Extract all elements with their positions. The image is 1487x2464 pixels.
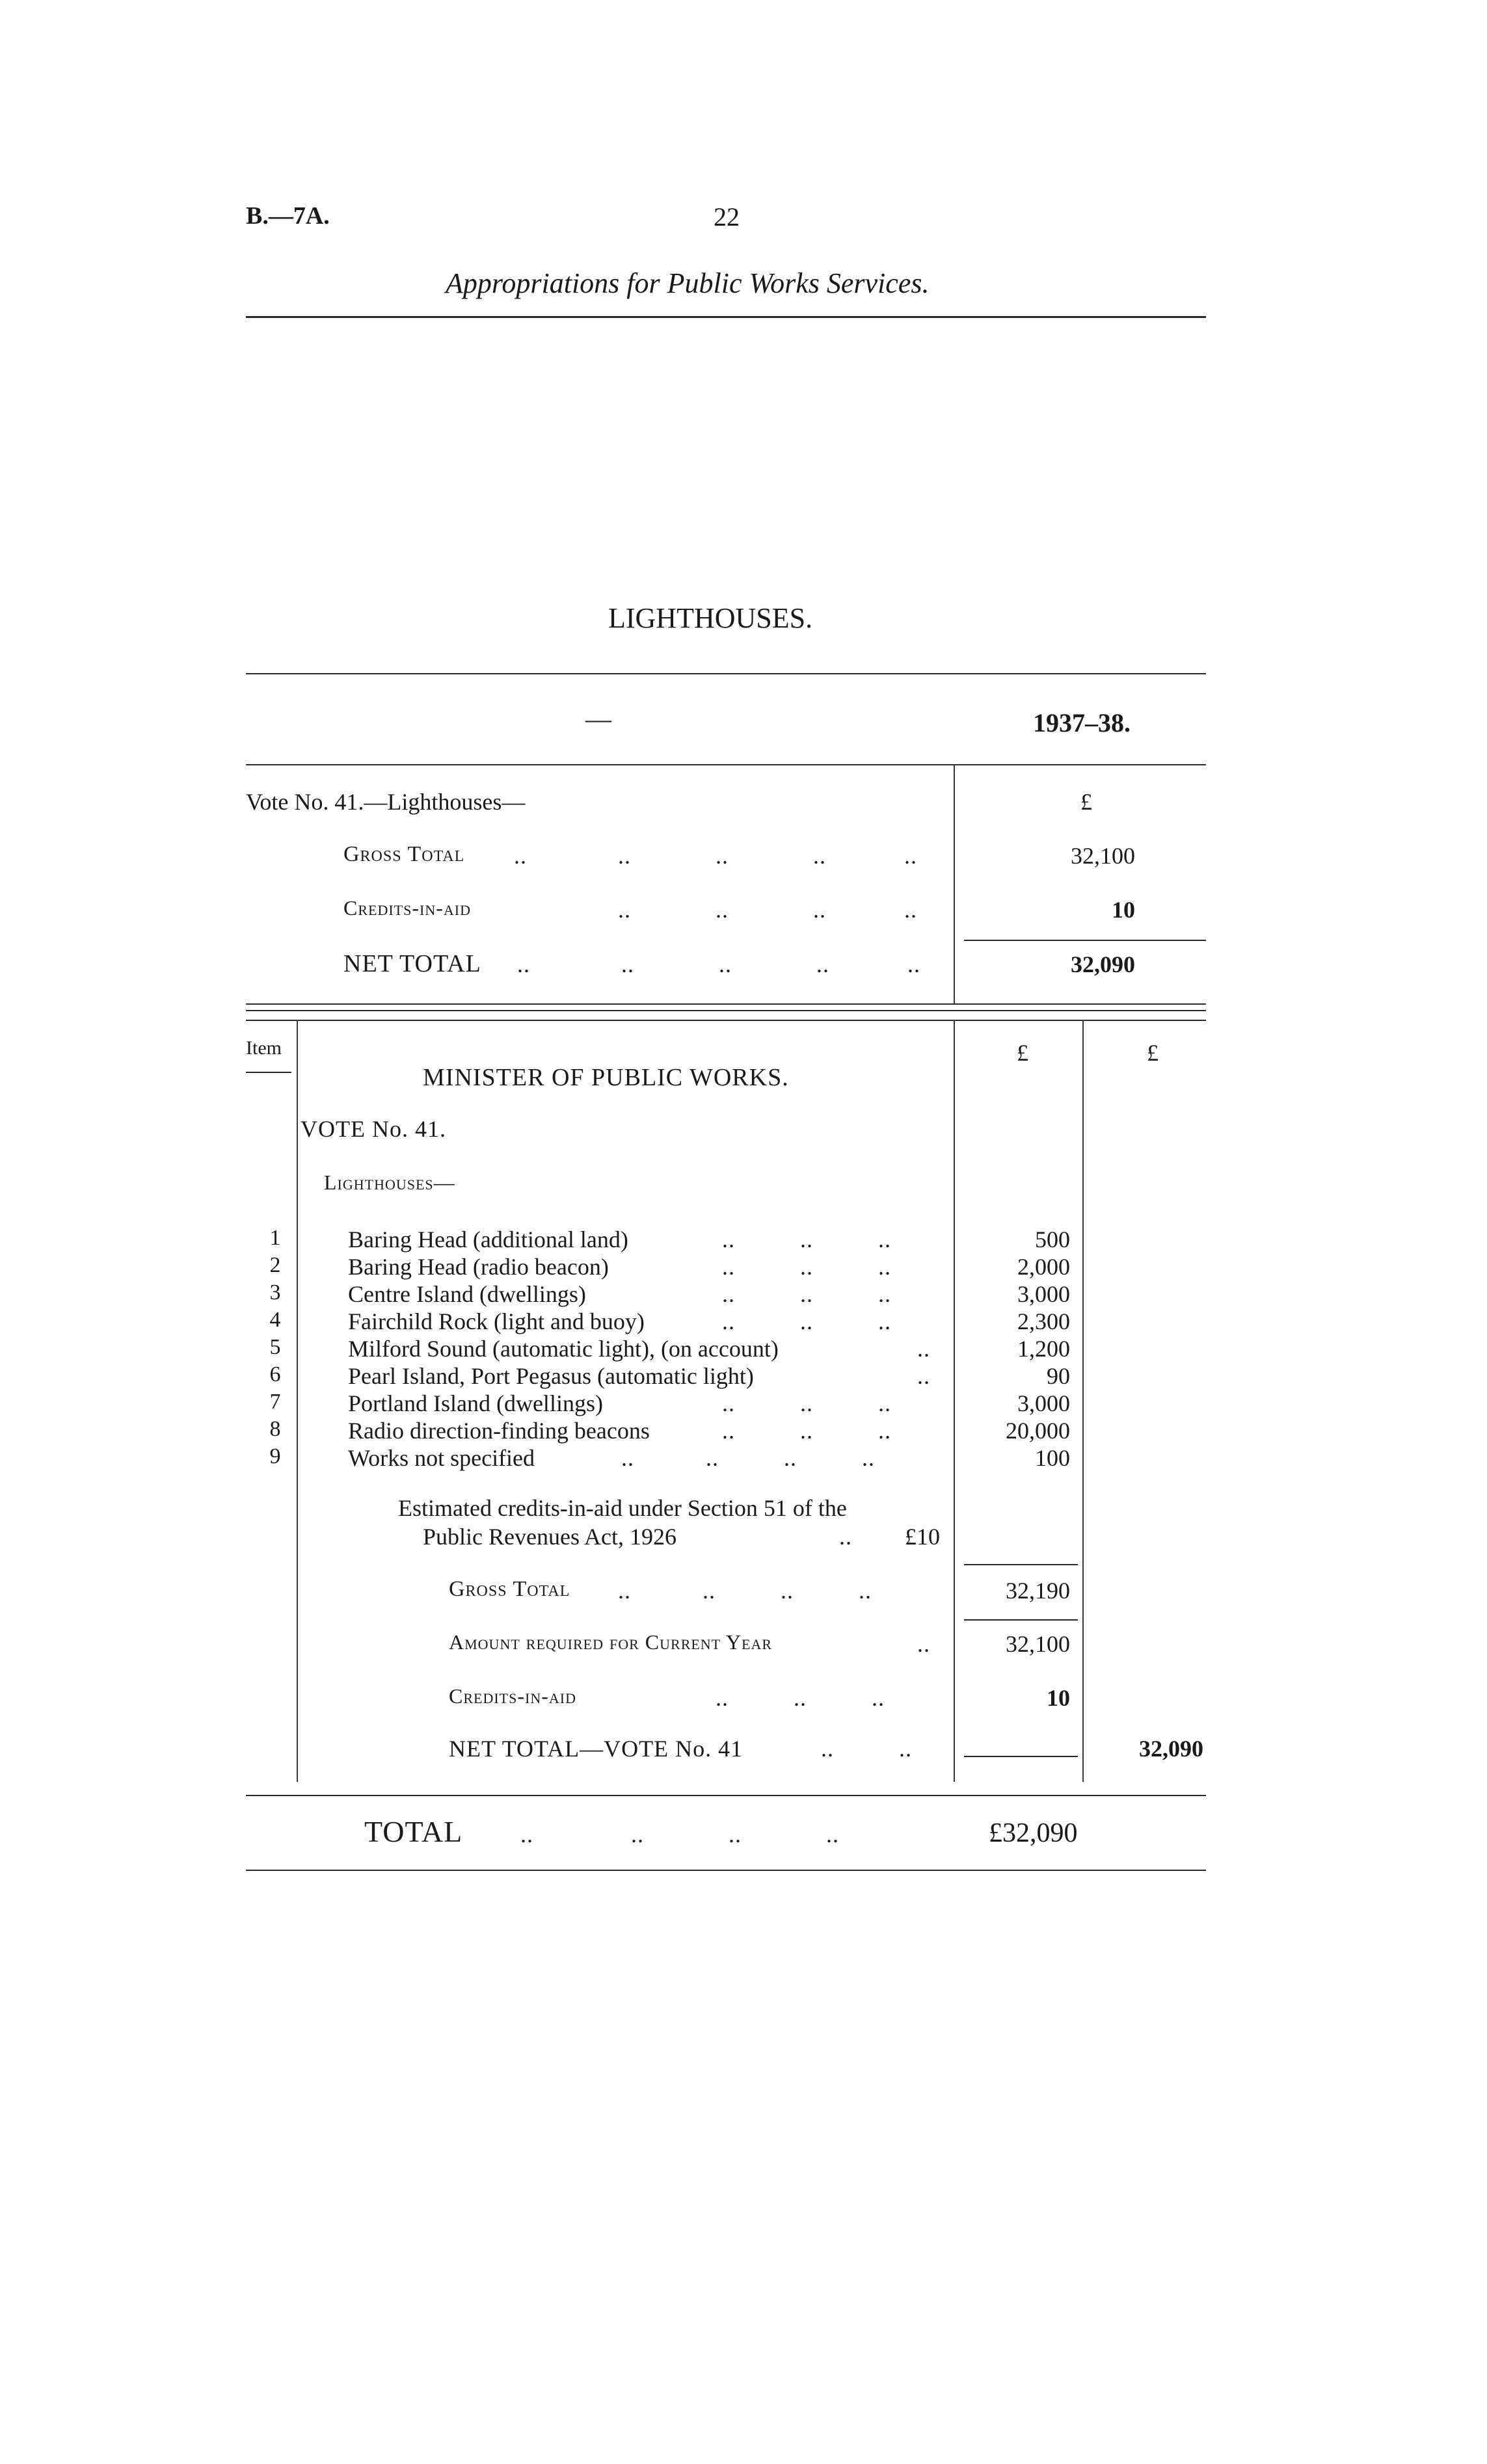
- item-description: Centre Island (dwellings): [348, 1281, 586, 1307]
- item-amount: 90: [1047, 1363, 1070, 1389]
- item-amount: 3,000: [1017, 1281, 1070, 1307]
- item-amount: 2,300: [1017, 1308, 1070, 1334]
- item-leaders: .. .. .. ..: [621, 1445, 875, 1471]
- summary-leaders-1: .. .. .. .. ..: [514, 843, 917, 869]
- detail-gross-total-value: 32,190: [1006, 1578, 1070, 1604]
- item-description: Works not specified: [348, 1445, 535, 1471]
- item-description: Portland Island (dwellings): [348, 1390, 603, 1416]
- item-leaders: .. .. ..: [722, 1226, 891, 1252]
- minister-heading: MINISTER OF PUBLIC WORKS.: [423, 1064, 789, 1091]
- item-heading-rule: [246, 1072, 291, 1073]
- item-number: 1: [269, 1226, 281, 1250]
- grand-total-leaders: .. .. .. ..: [520, 1822, 839, 1848]
- item-amount: 2,000: [1017, 1254, 1070, 1280]
- summary-first-col-heading: —: [585, 704, 611, 734]
- item-description: Fairchild Rock (light and buoy): [348, 1308, 645, 1334]
- item-leaders: .. .. ..: [722, 1281, 891, 1307]
- estimate-note-line2: Public Revenues Act, 1926: [423, 1524, 677, 1550]
- detail-currency-1: £: [1017, 1040, 1028, 1066]
- item-number: 4: [269, 1308, 281, 1332]
- item-amount: 500: [1035, 1226, 1070, 1252]
- item-leaders: ..: [917, 1336, 930, 1362]
- detail-bottom-rule: [246, 1795, 1206, 1796]
- summary-net-total-value: 32,090: [1071, 951, 1135, 977]
- item-number: 3: [269, 1280, 281, 1305]
- summary-credits-label: Credits-in-aid: [343, 896, 471, 920]
- header-rule: [246, 316, 1206, 318]
- amount-required-value: 32,100: [1006, 1631, 1070, 1657]
- item-heading: Item: [246, 1037, 282, 1059]
- item-amount: 1,200: [1017, 1336, 1070, 1362]
- amount-required-label: Amount required for Current Year: [449, 1630, 773, 1654]
- summary-leaders-3: .. .. .. .. ..: [517, 951, 920, 977]
- detail-credits-label: Credits-in-aid: [449, 1684, 576, 1708]
- item-leaders: .. .. ..: [722, 1390, 891, 1416]
- item-number: 9: [269, 1444, 281, 1468]
- item-description: Pearl Island, Port Pegasus (automatic light): [348, 1363, 754, 1389]
- grand-total-value: £32,090: [989, 1818, 1078, 1848]
- item-number: 6: [269, 1362, 281, 1386]
- vote-heading: VOTE No. 41.: [301, 1116, 446, 1142]
- item-amount: 20,000: [1006, 1418, 1070, 1444]
- item-description: Baring Head (additional land): [348, 1226, 628, 1252]
- summary-credits-value: 10: [1112, 897, 1135, 923]
- summary-leaders-2: .. .. .. ..: [618, 897, 917, 923]
- document-code: B.—7A.: [246, 202, 330, 230]
- grand-total-rule: [246, 1870, 1206, 1871]
- net-total-rule: [964, 1756, 1078, 1757]
- detail-top-rule: [246, 1020, 1206, 1021]
- item-description: Radio direction-finding beacons: [348, 1418, 650, 1444]
- page-number: 22: [714, 202, 740, 232]
- summary-bottom-rule-2: [246, 1010, 1206, 1011]
- detail-currency-2: £: [1147, 1040, 1159, 1066]
- summary-col-divider: [954, 764, 955, 1003]
- item-number: 8: [269, 1417, 281, 1441]
- amount-required-leaders: ..: [917, 1631, 930, 1657]
- summary-gross-total-value: 32,100: [1071, 843, 1135, 869]
- item-number: 7: [269, 1390, 281, 1414]
- amount-subtotal-rule: [964, 1564, 1078, 1565]
- summary-net-total-label: NET TOTAL: [343, 950, 481, 977]
- running-title: Appropriations for Public Works Services.: [446, 267, 930, 299]
- detail-item-col-divider: [297, 1020, 298, 1782]
- amount-required-rule: [964, 1619, 1078, 1621]
- summary-heading-rule: [246, 764, 1206, 765]
- summary-year-heading: 1937–38.: [1033, 708, 1131, 737]
- item-leaders: ..: [917, 1363, 930, 1389]
- summary-vote-label: Vote No. 41.—Lighthouses—: [246, 789, 526, 815]
- lighthouses-subhead: Lighthouses—: [324, 1171, 455, 1194]
- item-amount: 3,000: [1017, 1390, 1070, 1416]
- section-title: LIGHTHOUSES.: [608, 602, 813, 634]
- item-description: Milford Sound (automatic light), (on account): [348, 1336, 779, 1362]
- item-amount: 100: [1035, 1445, 1070, 1471]
- estimate-amount: £10: [905, 1524, 940, 1550]
- item-leaders: .. .. ..: [722, 1418, 891, 1444]
- item-number: 2: [269, 1253, 281, 1277]
- item-leaders: .. .. ..: [722, 1254, 891, 1280]
- detail-net-total-label: NET TOTAL—VOTE No. 41: [449, 1736, 744, 1762]
- detail-net-total-value: 32,090: [1139, 1736, 1203, 1762]
- estimate-leaders: ..: [839, 1524, 852, 1550]
- item-leaders: .. .. ..: [722, 1308, 891, 1334]
- detail-gross-leaders: .. .. .. ..: [618, 1578, 872, 1604]
- summary-subtotal-rule: [964, 940, 1206, 941]
- summary-top-rule: [246, 673, 1206, 674]
- summary-bottom-rule: [246, 1003, 1206, 1005]
- grand-total-label: TOTAL: [364, 1815, 463, 1848]
- item-description: Baring Head (radio beacon): [348, 1254, 609, 1280]
- summary-gross-total-label: Gross Total: [343, 842, 465, 866]
- detail-credits-value: 10: [1047, 1685, 1070, 1711]
- detail-amount-col-divider: [954, 1020, 955, 1782]
- summary-currency: £: [1080, 789, 1092, 815]
- detail-net-leaders: .. ..: [821, 1736, 912, 1762]
- detail-credits-leaders: .. .. ..: [716, 1685, 885, 1711]
- detail-gross-total-label: Gross Total: [449, 1577, 570, 1601]
- item-number: 5: [269, 1335, 281, 1359]
- estimate-note-line1: Estimated credits-in-aid under Section 51 of the: [398, 1495, 847, 1521]
- detail-total-col-divider: [1082, 1020, 1084, 1782]
